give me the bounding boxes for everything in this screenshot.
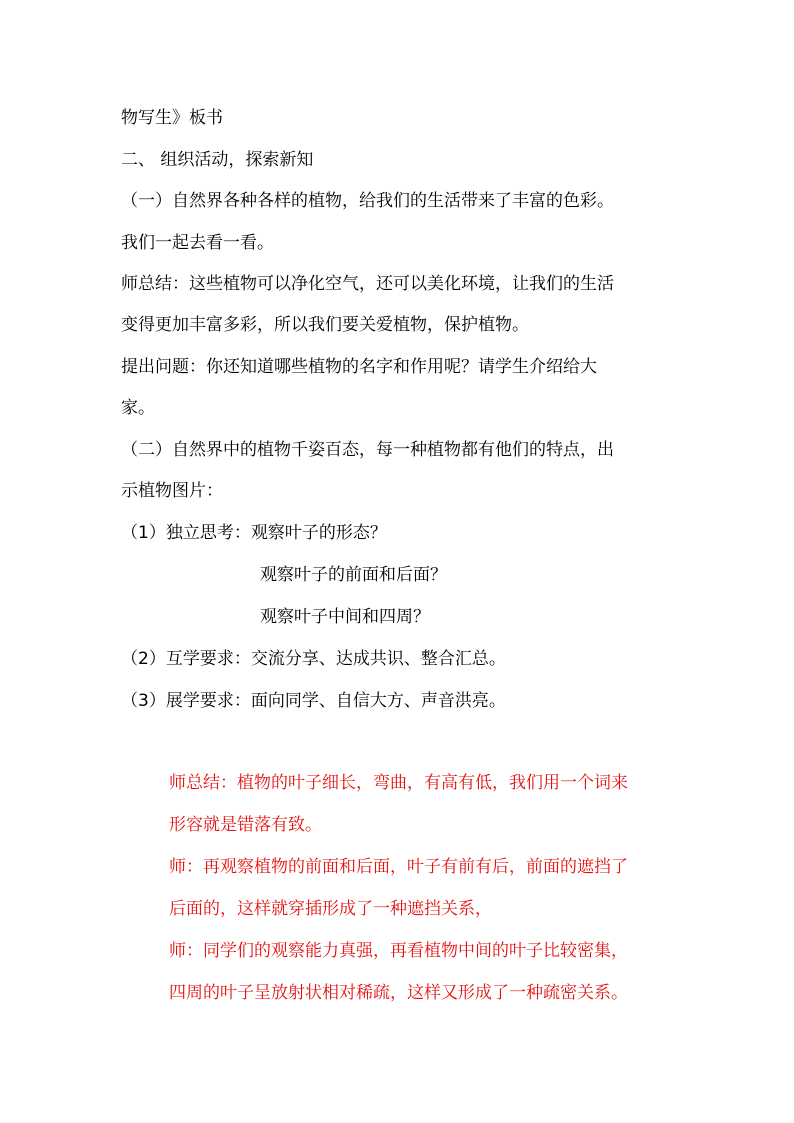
red-text-line: 师：再观察植物的前面和后面，叶子有前有后，前面的遮挡了 (169, 857, 628, 877)
text-line: 提出问题：你还知道哪些植物的名字和作用呢？请学生介绍给大 (121, 357, 597, 377)
list-subitem: 观察叶子的前面和后面？ (260, 565, 447, 585)
list-item: （3）展学要求：面向同学、自信大方、声音洪亮。 (121, 691, 506, 711)
text-line: 物写生》板书 (121, 108, 223, 128)
text-line: 师总结：这些植物可以净化空气，还可以美化环境，让我们的生活 (121, 274, 614, 294)
red-text-line: 形容就是错落有致。 (169, 815, 322, 835)
text-line: 示植物图片： (121, 481, 223, 501)
list-item: （1）独立思考：观察叶子的形态？ (121, 523, 387, 543)
text-line: 变得更加丰富多彩，所以我们要关爱植物，保护植物。 (121, 315, 529, 335)
red-text-line: 师：同学们的观察能力真强，再看植物中间的叶子比较密集， (169, 941, 628, 961)
red-text-line: 师总结：植物的叶子细长，弯曲，有高有低，我们用一个词来 (169, 773, 628, 793)
red-text-line: 四周的叶子呈放射状相对稀疏，这样又形成了一种疏密关系。 (169, 983, 628, 1003)
list-subitem: 观察叶子中间和四周？ (260, 607, 430, 627)
text-line: 家。 (121, 398, 155, 418)
red-text-line: 后面的，这样就穿插形成了一种遮挡关系， (169, 899, 492, 919)
text-line: （二）自然界中的植物千姿百态，每一种植物都有他们的特点，出 (121, 440, 614, 460)
list-item: （2）互学要求：交流分享、达成共识、整合汇总。 (121, 649, 506, 669)
section-heading: 二、 组织活动，探索新知 (121, 150, 314, 170)
text-line: 我们一起去看一看。 (121, 233, 274, 253)
text-line: （一）自然界各种各样的植物，给我们的生活带来了丰富的色彩。 (121, 191, 614, 211)
